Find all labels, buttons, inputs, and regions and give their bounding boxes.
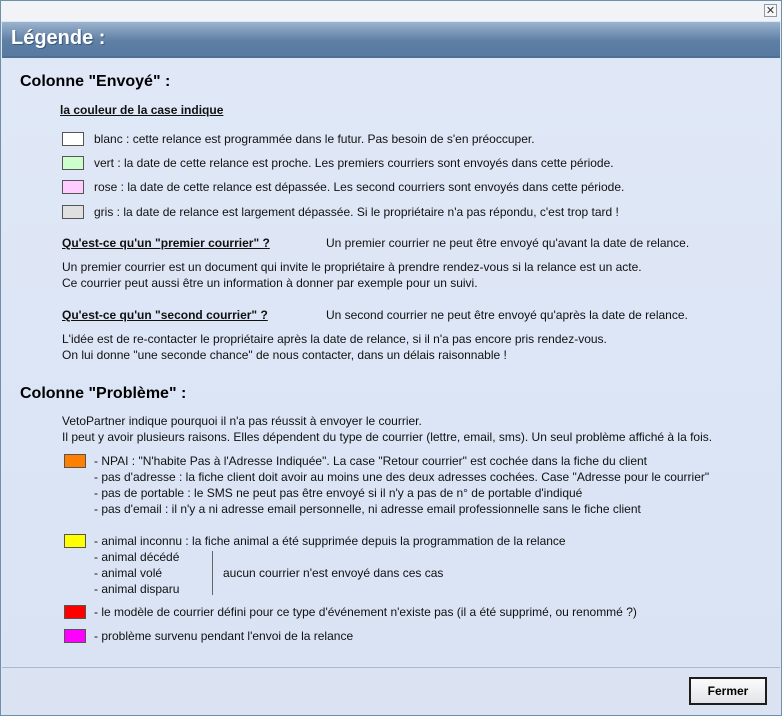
premier-question: Qu'est-ce qu'un "premier courrier" ? bbox=[62, 236, 270, 250]
probleme-intro2: Il peut y avoir plusieurs raisons. Elles dépendent du type de courrier (lettre, email, sms). Un seul problème affiché à la fois. bbox=[62, 430, 713, 444]
probleme-heading: Colonne "Problème" : bbox=[20, 385, 187, 402]
yellow-line-4: - animal disparu bbox=[94, 582, 180, 596]
second-line2: On lui donne "une seconde chance" de nous contacter, dans un délais raisonnable ! bbox=[62, 348, 507, 362]
legend-content bbox=[2, 59, 780, 666]
red-text: - le modèle de courrier défini pour ce type d'événement n'existe pas (il a été supprimé, ou renommé ?) bbox=[94, 605, 637, 619]
premier-line2: Ce courrier peut aussi être un information à donner par exemple pour un suivi. bbox=[62, 276, 478, 290]
envoye-heading: Colonne "Envoyé" : bbox=[20, 73, 171, 90]
swatch-grey bbox=[62, 205, 84, 219]
swatch-red bbox=[64, 605, 86, 619]
legend-white-text: blanc : cette relance est programmée dans le futur. Pas besoin de s'en préoccuper. bbox=[94, 132, 535, 146]
second-question: Qu'est-ce qu'un "second courrier" ? bbox=[62, 308, 268, 322]
swatch-white bbox=[62, 132, 84, 146]
footer-bar bbox=[2, 668, 780, 715]
yellow-line-2: - animal décédé bbox=[94, 550, 180, 564]
envoye-subheading: la couleur de la case indique bbox=[60, 103, 224, 117]
bracket-divider bbox=[212, 551, 213, 595]
close-icon[interactable]: ✕ bbox=[765, 5, 776, 17]
title-bar bbox=[1, 1, 781, 21]
legend-grey-text: gris : la date de relance est largement dépassée. Si le propriétaire n'a pas répondu, c'est trop tard ! bbox=[94, 205, 619, 219]
magenta-text: - problème survenu pendant l'envoi de la relance bbox=[94, 629, 354, 643]
orange-line-3: - pas de portable : le SMS ne peut pas être envoyé si il n'y a pas de n° de portable d'indiqué bbox=[94, 486, 583, 500]
swatch-magenta bbox=[64, 629, 86, 643]
orange-line-2: - pas d'adresse : la fiche client doit avoir au moins une des deux adresses cochées. Case "Adresse pour le courrier" bbox=[94, 470, 710, 484]
yellow-note: aucun courrier n'est envoyé dans ces cas bbox=[223, 566, 444, 580]
premier-answer: Un premier courrier ne peut être envoyé qu'avant la date de relance. bbox=[326, 236, 690, 250]
premier-line1: Un premier courrier est un document qui invite le propriétaire à prendre rendez-vous si la relance est un acte. bbox=[62, 260, 642, 274]
swatch-orange bbox=[64, 454, 86, 468]
second-answer: Un second courrier ne peut être envoyé qu'après la date de relance. bbox=[326, 308, 688, 322]
legend-green-text: vert : la date de cette relance est proche. Les premiers courriers sont envoyés dans cette période. bbox=[94, 156, 614, 170]
yellow-line-1: - animal inconnu : la fiche animal a été supprimée depuis la programmation de la relance bbox=[94, 534, 566, 548]
yellow-line-3: - animal volé bbox=[94, 566, 163, 580]
header-banner bbox=[2, 22, 780, 58]
swatch-yellow bbox=[64, 534, 86, 548]
swatch-green bbox=[62, 156, 84, 170]
page-title: Légende : bbox=[11, 27, 106, 49]
swatch-pink bbox=[62, 180, 84, 194]
probleme-intro1: VetoPartner indique pourquoi il n'a pas réussit à envoyer le courrier. bbox=[62, 414, 422, 428]
close-button[interactable]: Fermer bbox=[689, 677, 767, 705]
legend-pink-text: rose : la date de cette relance est dépassée. Les second courriers sont envoyés dans cette période. bbox=[94, 180, 625, 194]
orange-line-4: - pas d'email : il n'y a ni adresse email personnelle, ni adresse email professionnelle sans le fiche client bbox=[94, 502, 641, 516]
orange-line-1: - NPAI : "N'habite Pas à l'Adresse Indiquée". La case "Retour courrier" est cochée dans la fiche du client bbox=[94, 454, 648, 468]
second-line1: L'idée est de re-contacter le propriétaire après la date de relance, si il n'a pas encore pris rendez-vous. bbox=[62, 332, 607, 346]
